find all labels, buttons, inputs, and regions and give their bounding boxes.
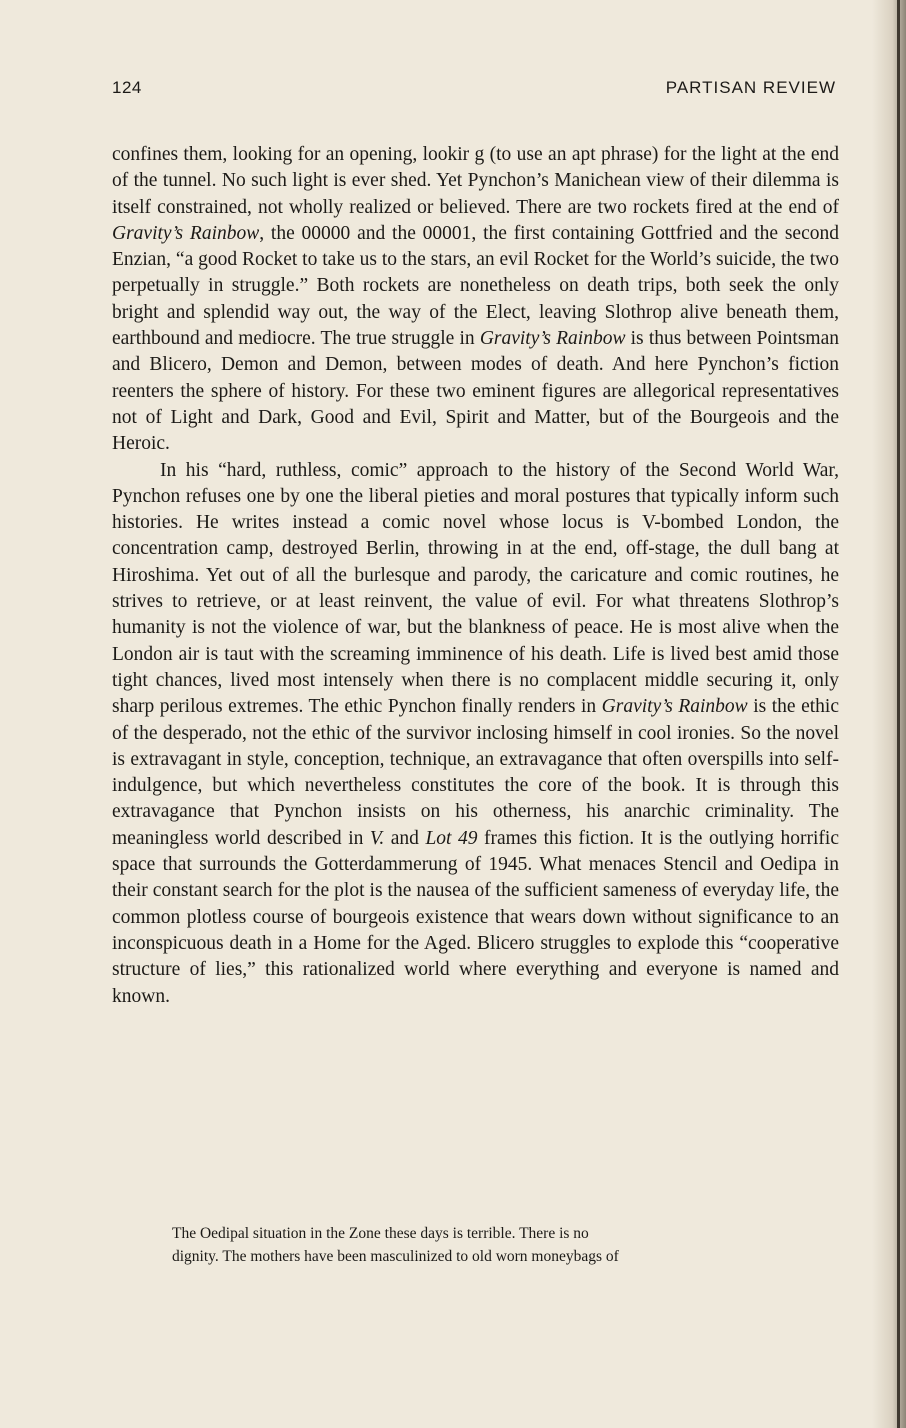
running-head: PARTISAN REVIEW	[665, 78, 836, 97]
binding-edge	[897, 0, 900, 1428]
book-title: Gravity’s Rainbow	[112, 222, 260, 244]
book-title: Gravity’s Rainbow	[479, 328, 626, 350]
page-header	[112, 78, 836, 106]
book-title: V.	[369, 827, 385, 849]
block-quote	[172, 1222, 792, 1268]
page-gutter-shadow	[872, 0, 906, 1428]
block-quote-line: The Oedipal situation in the Zone these days is terrible. There is no	[172, 1225, 589, 1242]
book-title: Lot 49	[425, 827, 478, 849]
paragraph-2: In his “hard, ruthless, comic” approach to the history of the Second World War, Pynchon refuses one by one the liberal pieties and moral postures that typically inform such histories. He writes instead a comic novel whose locus is V-bombed London, the concentration camp, destroyed Berlin, throwing in at the end, off-stage, the dull bang at Hiroshima. Yet out of all the burlesque and parody, the caricature and comic routines, he strives to retrieve, or at least reinvent, the value of evil. For what threatens Slothrop’s humanity is not the violence of war, but the blankness of peace. He is most alive when the London air is taut with the screaming imminence of his death. Life is lived best amid those tight chances, lived most intensely when there is no complacent middle securing it, only sharp perilous extremes. The ethic Pynchon finally renders in Gravity’s Rainbow is the ethic of the desperado, not the ethic of the survivor inclosing himself in cool ironies. So the novel is extravagant in style, conception, technique, an extravagance that often overspills into self-indulgence, but which nevertheless constitutes the core of the book. It is through this extravagance that Pynchon insists on his otherness, his anarchic criminality. The meaningless world described in V. and Lot 49 frames this fiction. It is the outlying horrific space that surrounds the Gotterdammerung of 1945. What menaces Stencil and Oedipa in their constant search for the plot is the nausea of the sufficient sameness of everyday life, the common plotless course of bourgeois existence that wears down without significance to an inconspicuous death in a Home for the Aged. Blicero struggles to explode this “cooperative structure of lies,” this rationalized world where everything and everyone is named and known.	[112, 459, 840, 1007]
body-text	[112, 142, 839, 1010]
paragraph-1: confines them, looking for an opening, lookir g (to use an apt phrase) for the light at the end of the tunnel. No such light is ever shed. Yet Pynchon’s Manichean view of their dilemma is itself constrained, not wholly realized or believed. There are two rockets fired at the end of Gravity’s Rainbow, the 00000 and the 00001, the first containing Gottfried and the second Enzian, “a good Rocket to take us to the stars, an evil Rocket for the World’s suicide, the two perpetually in struggle.” Both rockets are nonetheless on death trips, both seek the only bright and splendid way out, the way of the Elect, leaving Slothrop alive beneath them, earthbound and mediocre. The true struggle in Gravity’s Rainbow is thus between Pointsman and Blicero, Demon and Demon, between modes of death. And here Pynchon’s fiction reenters the sphere of history. For these two eminent figures are allegorical representatives not of Light and Dark, Good and Evil, Spirit and Matter, but of the Bourgeois and the Heroic.	[112, 144, 839, 455]
page-number: 124	[112, 78, 142, 97]
book-title: Gravity’s Rainbow	[601, 696, 748, 718]
block-quote-line: dignity. The mothers have been masculinized to old worn moneybags of	[172, 1248, 619, 1265]
